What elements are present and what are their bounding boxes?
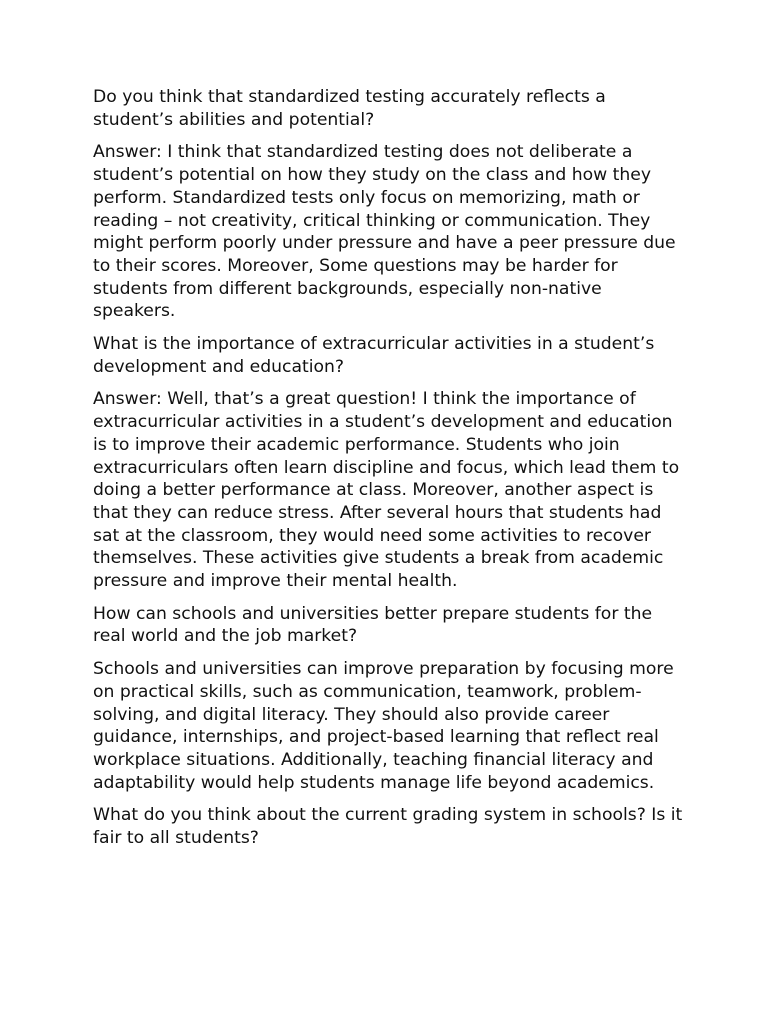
document-body xyxy=(93,86,683,860)
question-extracurricular-activities: What is the importance of extracurricular activities in a student’s development and education? xyxy=(93,334,655,377)
question-grading-system: What do you think about the current grading system in schools? Is it fair to all students? xyxy=(93,805,683,849)
answer-real-world-preparation: Schools and universities can improve preparation by focusing more on practical skills, such as communication, teamwork, problem-solving, and digital literacy. They should also provide career guidance, internships, and project-based learning that reflect real workplace situations. Additionally, teaching financial literacy and adaptability would help students manage life beyond academics. xyxy=(93,659,674,793)
answer-standardized-testing: Answer: I think that standardized testing does not deliberate a student’s potential on how they study on the class and how they perform. Standardized tests only focus on memorizing, math or reading – not creativity, critical thinking or communication. They might perform poorly under pressure and have a peer pressure due to their scores. Moreover, Some questions may be harder for students from different backgrounds, especially non-native speakers. xyxy=(93,142,676,322)
question-real-world-preparation: How can schools and universities better prepare students for the real world and the job market? xyxy=(93,603,653,647)
question-standardized-testing: Do you think that standardized testing accurately reflects a student’s abilities and potential? xyxy=(93,87,606,130)
answer-extracurricular-activities: Answer: Well, that’s a great question! I think the importance of extracurricular activities in a student’s development and education is to improve their academic performance. Students who join extracurriculars often learn discipline and focus, which lead them to doing a better performance at class. Moreover, another aspect is that they can reduce stress. After several hours that students had sat at the classroom, they would need some activities to recover themselves. These activities give students a break from academic pressure and improve their mental health. xyxy=(93,389,680,592)
